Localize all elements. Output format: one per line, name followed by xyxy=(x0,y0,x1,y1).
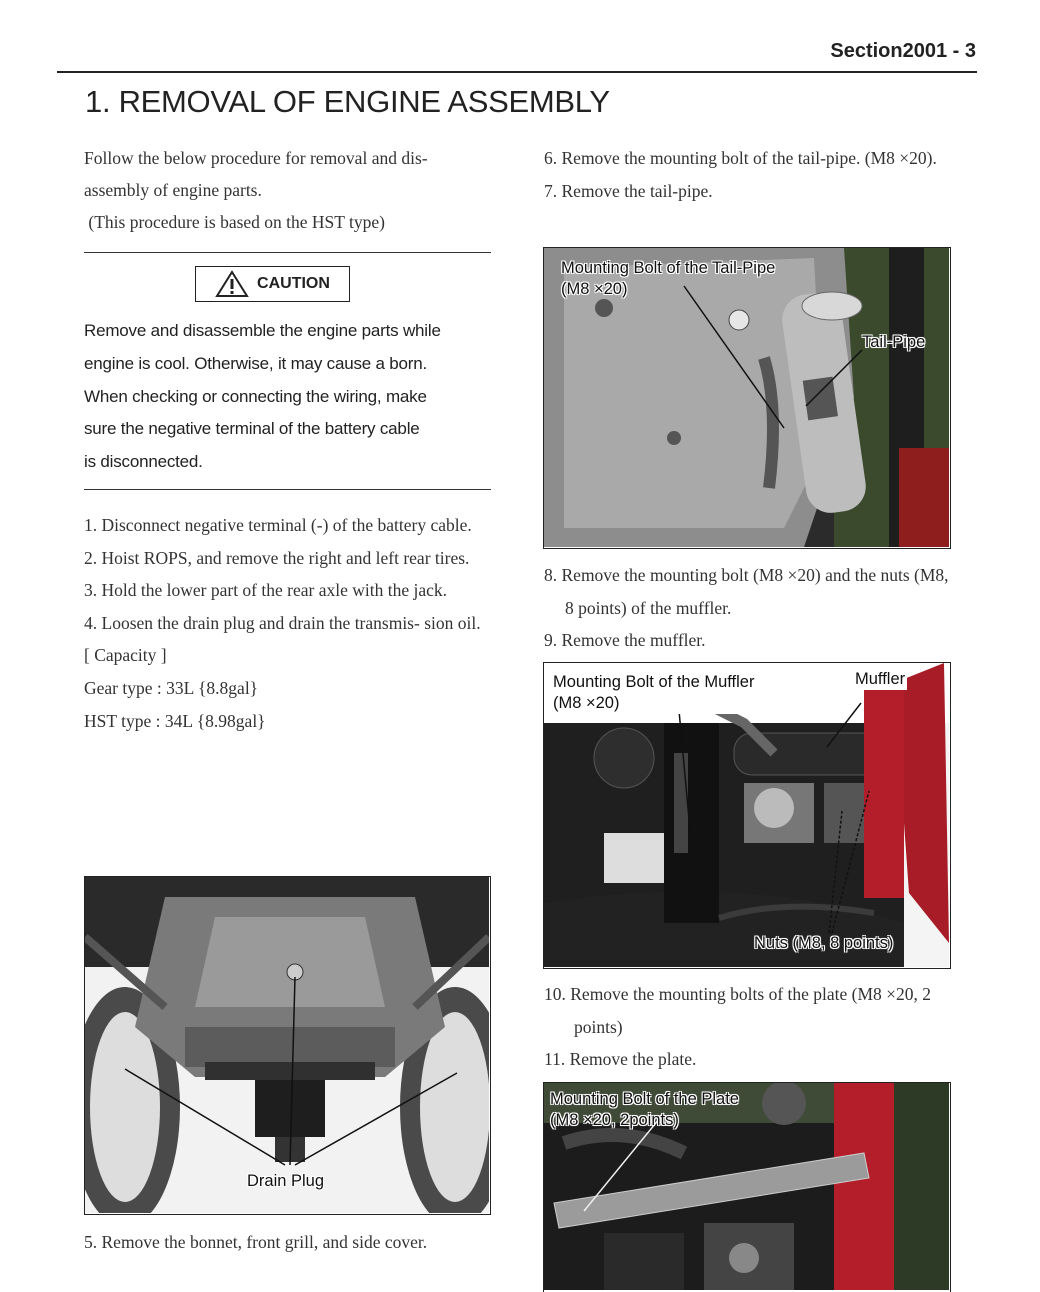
muffler-bolt-label xyxy=(551,672,756,714)
step-11: 11. Remove the plate. xyxy=(544,1049,697,1069)
warning-triangle-icon xyxy=(215,270,249,298)
figure-tail-pipe xyxy=(543,247,951,549)
caution-badge xyxy=(195,266,350,302)
plate-bolt-label-1: Mounting Bolt of the Plate xyxy=(550,1090,739,1108)
section-number: Section2001 - 3 xyxy=(830,40,976,62)
step-1: 1. Disconnect negative terminal (-) of the battery cable. xyxy=(84,515,472,535)
caution-line: sure the negative terminal of the battery cable xyxy=(84,419,420,439)
steps-left xyxy=(84,509,494,738)
caution-line: Remove and disassemble the engine parts while xyxy=(84,321,441,340)
steps-right-c xyxy=(544,978,949,1076)
step-2: 2. Hoist ROPS, and remove the right and left rear tires. xyxy=(84,547,470,568)
step-4: 4. Loosen the drain plug and drain the transmis- sion oil. xyxy=(84,612,481,633)
intro-block xyxy=(84,142,494,238)
caution-bottom-rule xyxy=(84,489,491,490)
tailpipe-label: Tail-Pipe xyxy=(862,333,926,351)
tailpipe-bolt-label-1: Mounting Bolt of the Tail-Pipe xyxy=(561,259,776,277)
figure-plate xyxy=(543,1082,951,1292)
step-3: 3. Hold the lower part of the rear axle with the jack. xyxy=(84,580,447,600)
page-title: 1. REMOVAL OF ENGINE ASSEMBLY xyxy=(85,84,610,119)
plate-bolt-label xyxy=(550,1089,739,1131)
caution-line: engine is cool. Otherwise, it may cause a born. xyxy=(84,353,428,373)
intro-note: (This procedure is based on the HST type) xyxy=(84,212,385,232)
muffler-bolt-label-2: (M8 ×20) xyxy=(553,694,620,712)
capacity-hst: HST type : 34L {8.98gal} xyxy=(84,711,266,731)
capacity-gear: Gear type : 33L {8.8gal} xyxy=(84,678,259,698)
plate-bolt-label-2: (M8 ×20, 2points) xyxy=(550,1111,679,1129)
figure-drain-plug xyxy=(84,876,491,1215)
step-5: 5. Remove the bonnet, front grill, and side cover. xyxy=(84,1232,428,1252)
step-7: 7. Remove the tail-pipe. xyxy=(544,180,713,201)
caution-line: is disconnected. xyxy=(84,452,203,472)
drain-plug-label: Drain Plug xyxy=(247,1172,325,1190)
muffler-label: Muffler xyxy=(855,670,906,688)
intro-line-2: assembly of engine parts. xyxy=(84,180,262,200)
header-rule xyxy=(57,71,977,73)
figure-muffler xyxy=(543,662,951,969)
intro-line-1: Follow the below procedure for removal and dis- xyxy=(84,148,428,168)
caution-line: When checking or connecting the wiring, make xyxy=(84,386,427,406)
steps-right-b xyxy=(544,559,949,657)
step-10: 10. Remove the mounting bolts of the plate (M8 ×20, 2 points) xyxy=(544,984,932,1037)
muffler-bolt-label-1: Mounting Bolt of the Muffler xyxy=(553,673,755,691)
capacity-heading: [ Capacity ] xyxy=(84,645,167,665)
caution-label: CAUTION xyxy=(257,275,330,292)
steps-right-a xyxy=(544,142,949,207)
step-9: 9. Remove the muffler. xyxy=(544,630,706,650)
underside-photo xyxy=(85,877,489,1213)
step-6: 6. Remove the mounting bolt of the tail-pipe. (M8 ×20). xyxy=(544,148,937,168)
step-5-block xyxy=(84,1226,504,1259)
tailpipe-bolt-label xyxy=(561,258,775,300)
muffler-nuts-label: Nuts (M8, 8 points) xyxy=(754,934,894,952)
tailpipe-bolt-label-2: (M8 ×20) xyxy=(561,280,628,298)
caution-top-rule xyxy=(84,252,491,253)
step-8: 8. Remove the mounting bolt (M8 ×20) and the nuts (M8, 8 points) of the muffler. xyxy=(544,565,949,618)
caution-text xyxy=(84,315,492,479)
